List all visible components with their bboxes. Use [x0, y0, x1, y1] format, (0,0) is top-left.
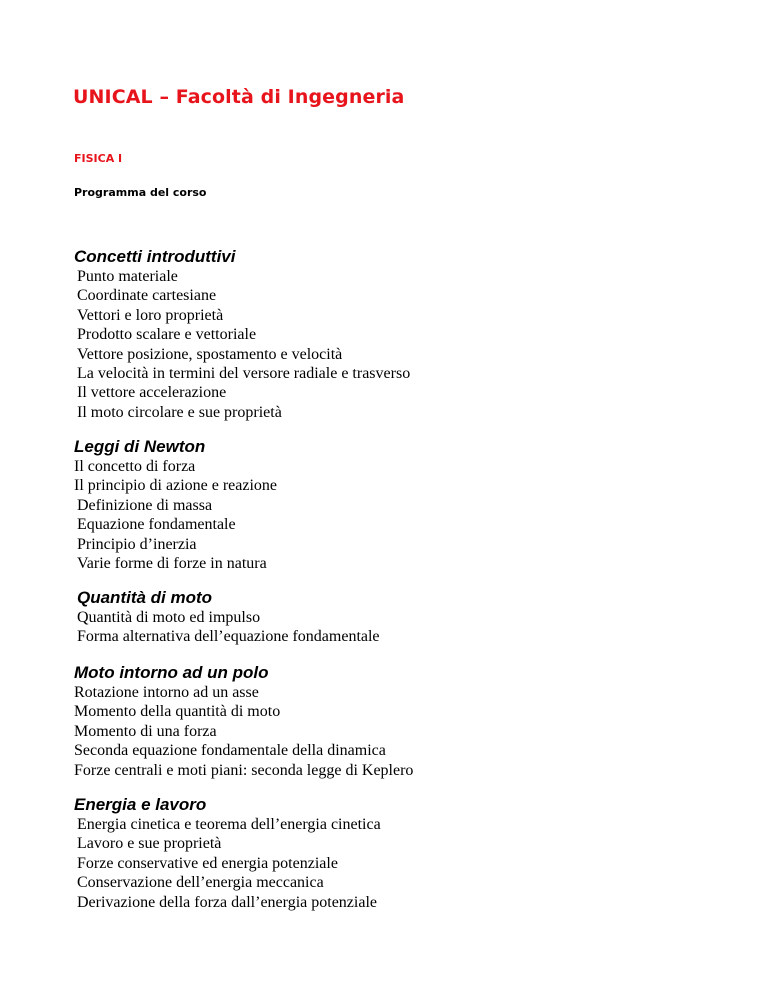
list-item: Il moto circolare e sue proprietà [77, 403, 282, 421]
list-item: Lavoro e sue proprietà [77, 835, 222, 853]
section-moto-intorno-ad-un-polo [0, 663, 413, 780]
list-item: Varie forme di forze in natura [77, 555, 267, 573]
list-item: Punto materiale [77, 268, 178, 285]
section-list [77, 608, 380, 647]
list-item: Conservazione dell’energia meccanica [77, 874, 324, 892]
section-heading: Concetti introduttivi [74, 247, 236, 266]
section-heading: Energia e lavoro [74, 795, 207, 814]
list-item: Rotazione intorno ad un asse [74, 684, 259, 701]
section-list [74, 683, 413, 780]
list-item: Forma alternativa dell’equazione fondamentale [77, 628, 380, 646]
section-list [77, 267, 410, 422]
document-title: UNICAL – Facoltà di Ingegneria [73, 86, 405, 108]
list-item: Vettori e loro proprietà [77, 306, 224, 324]
section-concetti-introduttivi [0, 247, 410, 422]
section-heading: Quantità di moto [77, 588, 213, 607]
list-item: Energia cinetica e teorema dell’energia cinetica [77, 816, 381, 833]
list-item: La velocità in termini del versore radiale e trasverso [77, 365, 411, 383]
list-item: Principio d’inerzia [77, 535, 197, 553]
list-item: Seconda equazione fondamentale della dinamica [74, 742, 386, 760]
course-name: FISICA I [74, 152, 123, 165]
section-heading: Leggi di Newton [74, 437, 206, 456]
list-item: Coordinate cartesiane [77, 287, 217, 305]
list-item: Vettore posizione, spostamento e velocità [77, 345, 343, 363]
section-list [0, 457, 277, 573]
list-item: Il concetto di forza [74, 458, 196, 475]
list-item: Il vettore accelerazione [77, 384, 227, 402]
list-item: Prodotto scalare e vettoriale [77, 326, 257, 344]
list-item: Momento di una forza [74, 722, 217, 740]
list-item: Il principio di azione e reazione [74, 477, 278, 495]
list-item: Momento della quantità di moto [74, 703, 281, 721]
list-item: Quantità di moto ed impulso [77, 609, 261, 626]
section-leggi-di-newton [0, 437, 277, 573]
list-item: Definizione di massa [77, 496, 213, 514]
document-subtitle: Programma del corso [74, 186, 207, 199]
list-item: Forze conservative ed energia potenziale [77, 854, 338, 872]
section-list [77, 815, 381, 912]
list-item: Equazione fondamentale [77, 516, 236, 534]
section-heading: Moto intorno ad un polo [74, 663, 269, 682]
section-quantita-di-moto [0, 588, 380, 647]
section-energia-e-lavoro [0, 795, 381, 912]
list-item: Forze centrali e moti piani: seconda legge di Keplero [74, 761, 414, 779]
list-item: Derivazione della forza dall’energia potenziale [77, 893, 377, 911]
